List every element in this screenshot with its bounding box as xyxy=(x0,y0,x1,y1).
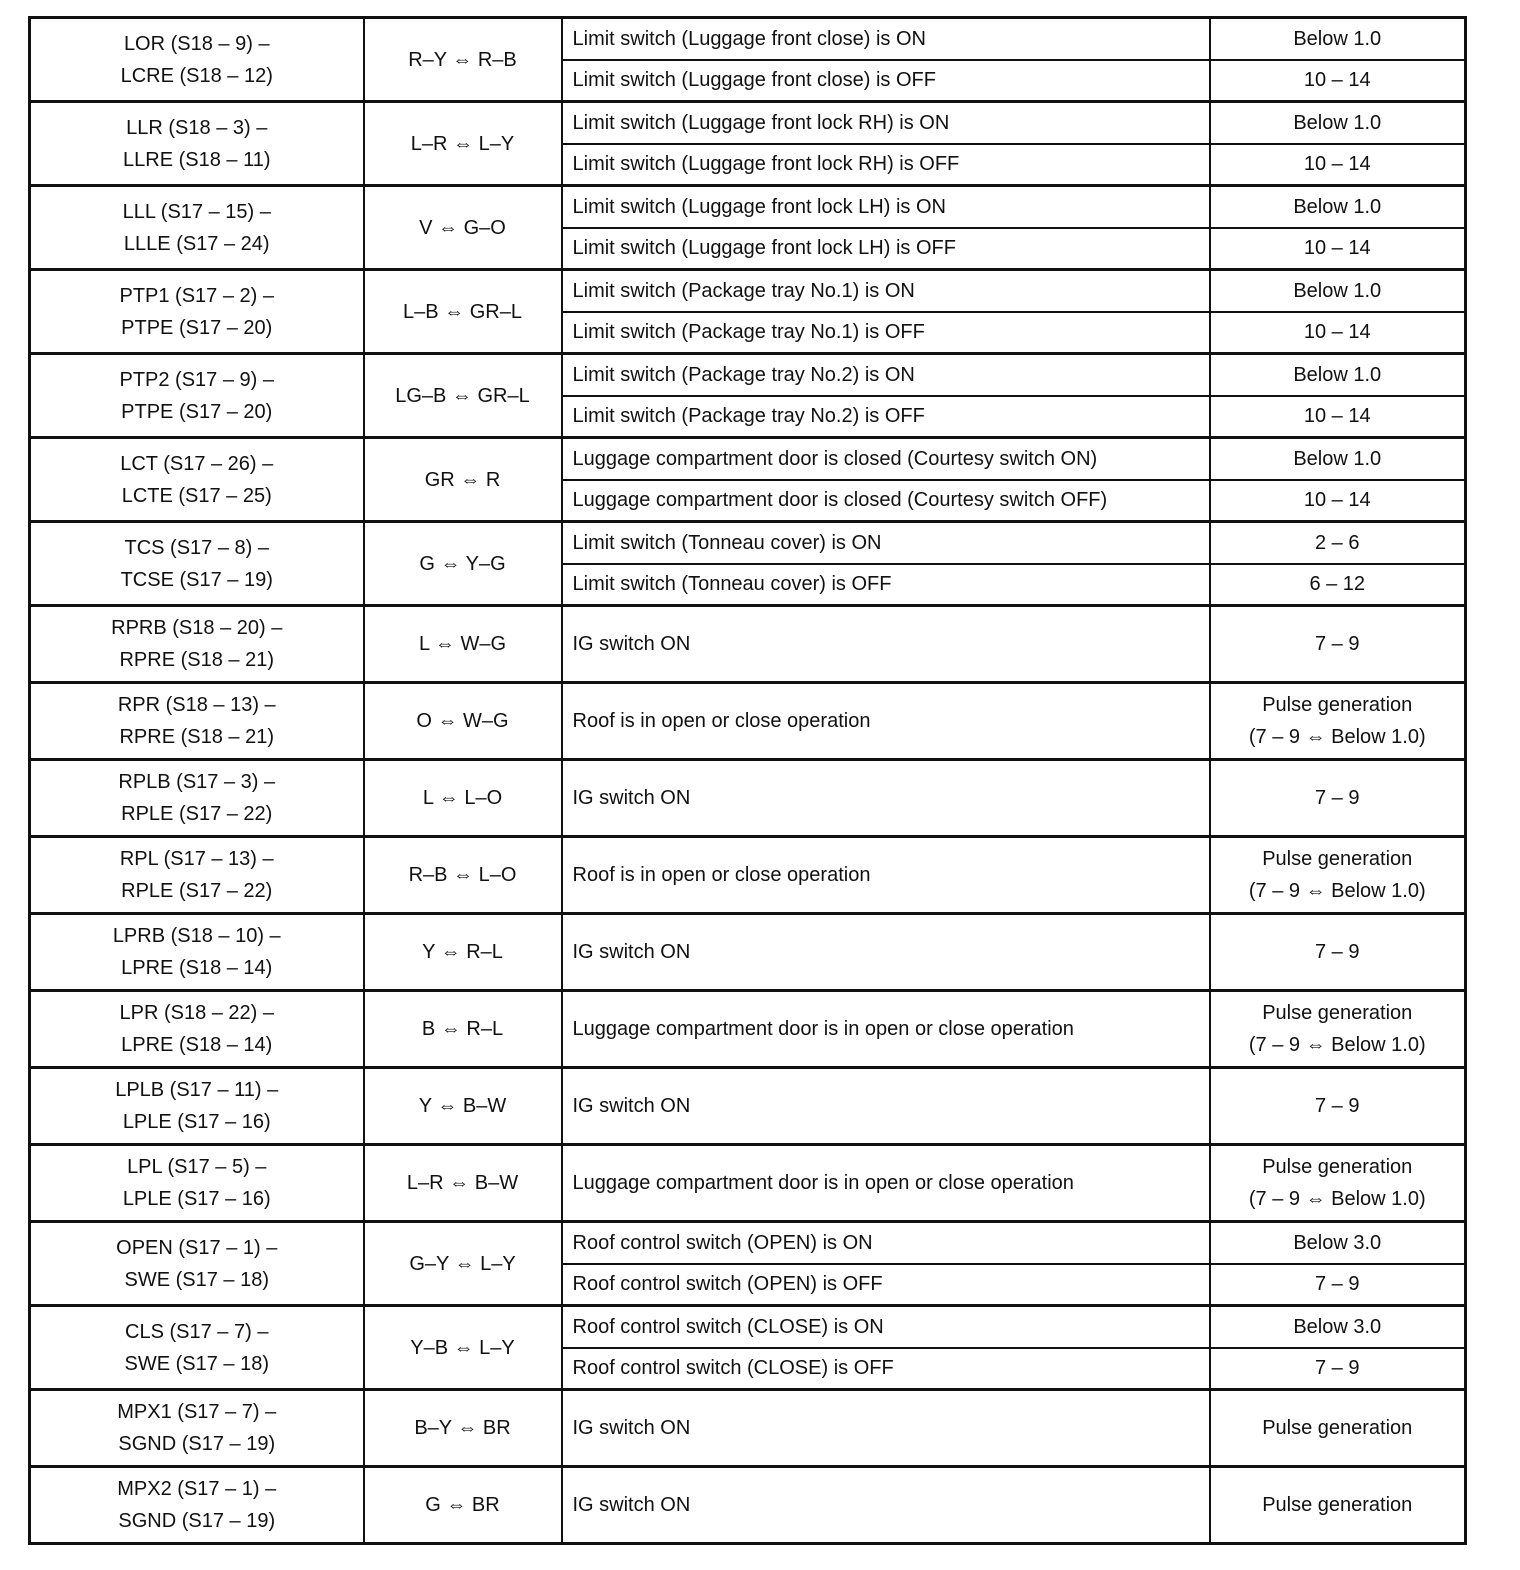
specified-condition-cell xyxy=(1210,396,1466,438)
condition-cell: Limit switch (Luggage front lock LH) is ON xyxy=(562,186,1210,228)
terminal-line: LLLE (S17 – 24) xyxy=(123,232,270,255)
spec-line: 10 – 14 xyxy=(1303,153,1371,176)
terminal-line: LCTE (S17 – 25) xyxy=(121,484,272,507)
spec-line: 7 – 9 xyxy=(1315,1095,1360,1117)
terminal-cell xyxy=(30,102,364,186)
table-row xyxy=(30,760,1466,837)
condition-cell: Limit switch (Luggage front close) is OFF xyxy=(562,60,1210,102)
spec-line: (7 – 9 ⇔ Below 1.0) xyxy=(1248,1188,1426,1210)
condition-cell: Luggage compartment door is in open or close operation xyxy=(562,1145,1210,1222)
condition-cell: IG switch ON xyxy=(562,1390,1210,1467)
terminal-cell xyxy=(30,438,364,522)
terminal-line: PTP1 (S17 – 2) – xyxy=(119,284,275,307)
specified-condition-cell xyxy=(1210,270,1466,312)
specified-condition-cell xyxy=(1210,1348,1466,1390)
table-row xyxy=(30,354,1466,396)
wiring-color-cell: Y ⇔ B–W xyxy=(364,1068,562,1145)
specified-condition-cell xyxy=(1210,1264,1466,1306)
wiring-color-cell: L–R ⇔ L–Y xyxy=(364,102,562,186)
terminal-cell xyxy=(30,606,364,683)
wiring-color-cell: LG–B ⇔ GR–L xyxy=(364,354,562,438)
terminal-group xyxy=(30,1222,1466,1306)
terminal-cell xyxy=(30,186,364,270)
terminal-line: LCRE (S18 – 12) xyxy=(120,64,273,87)
table-row xyxy=(30,606,1466,683)
terminal-line: LPLB (S17 – 11) – xyxy=(115,1079,279,1101)
table-row xyxy=(30,18,1466,60)
terminal-line: RPR (S18 – 13) – xyxy=(117,694,276,716)
terminal-line: TCS (S17 – 8) – xyxy=(124,536,269,559)
wiring-color-cell: R–B ⇔ L–O xyxy=(364,837,562,914)
terminal-line: LPR (S18 – 22) – xyxy=(119,1002,275,1024)
terminal-cell xyxy=(30,354,364,438)
terminal-line: LPL (S17 – 5) – xyxy=(127,1156,267,1178)
terminal-line: LPRE (S18 – 14) xyxy=(121,957,273,979)
wiring-color-cell: B–Y ⇔ BR xyxy=(364,1390,562,1467)
condition-cell: IG switch ON xyxy=(562,914,1210,991)
specified-condition-cell xyxy=(1210,522,1466,564)
spec-line: Below 1.0 xyxy=(1293,27,1382,50)
wiring-color-cell: L–R ⇔ B–W xyxy=(364,1145,562,1222)
specified-condition-cell xyxy=(1210,1222,1466,1264)
spec-line: 7 – 9 xyxy=(1315,941,1360,963)
terminal-cell xyxy=(30,1390,364,1467)
table-row xyxy=(30,1467,1466,1544)
specified-condition-cell xyxy=(1210,354,1466,396)
spec-line: Pulse generation xyxy=(1262,1002,1413,1024)
condition-cell: IG switch ON xyxy=(562,1068,1210,1145)
terminal-line: RPLE (S17 – 22) xyxy=(121,803,273,825)
condition-cell: Roof control switch (OPEN) is OFF xyxy=(562,1264,1210,1306)
spec-line: (7 – 9 ⇔ Below 1.0) xyxy=(1248,880,1426,902)
wiring-color-cell: L ⇔ L–O xyxy=(364,760,562,837)
terminal-line: MPX2 (S17 – 1) – xyxy=(117,1478,277,1500)
terminal-cell xyxy=(30,683,364,760)
terminal-group xyxy=(30,991,1466,1068)
specified-condition-cell xyxy=(1210,18,1466,60)
terminal-line: LOR (S18 – 9) – xyxy=(123,32,270,55)
table-row xyxy=(30,522,1466,564)
wiring-color-cell: Y–B ⇔ L–Y xyxy=(364,1306,562,1390)
table-row xyxy=(30,1306,1466,1348)
condition-cell: Roof control switch (CLOSE) is ON xyxy=(562,1306,1210,1348)
terminal-line: RPL (S17 – 13) – xyxy=(119,848,274,870)
terminal-line: PTPE (S17 – 20) xyxy=(121,400,273,423)
terminal-cell xyxy=(30,522,364,606)
condition-cell: Luggage compartment door is closed (Courtesy switch ON) xyxy=(562,438,1210,480)
table-row xyxy=(30,914,1466,991)
terminal-line: LPLE (S17 – 16) xyxy=(122,1111,271,1133)
spec-line: 10 – 14 xyxy=(1303,69,1371,92)
specified-condition-cell xyxy=(1210,1467,1466,1544)
terminal-line: LLR (S18 – 3) – xyxy=(126,116,268,139)
spec-line: Below 3.0 xyxy=(1293,1315,1382,1338)
wiring-color-cell: L–B ⇔ GR–L xyxy=(364,270,562,354)
condition-cell: Limit switch (Package tray No.1) is OFF xyxy=(562,312,1210,354)
wiring-color-cell: L ⇔ W–G xyxy=(364,606,562,683)
terminal-line: PTP2 (S17 – 9) – xyxy=(119,368,275,391)
terminal-cell xyxy=(30,837,364,914)
terminal-group xyxy=(30,522,1466,606)
condition-cell: Limit switch (Luggage front lock RH) is ON xyxy=(562,102,1210,144)
specified-condition-cell xyxy=(1210,60,1466,102)
condition-cell: Limit switch (Package tray No.1) is ON xyxy=(562,270,1210,312)
condition-cell: Limit switch (Package tray No.2) is OFF xyxy=(562,396,1210,438)
spec-line: Below 1.0 xyxy=(1293,447,1382,470)
specified-condition-cell xyxy=(1210,991,1466,1068)
terminal-cell xyxy=(30,1467,364,1544)
specified-condition-cell xyxy=(1210,1068,1466,1145)
terminal-line: RPLE (S17 – 22) xyxy=(121,880,273,902)
specified-condition-cell xyxy=(1210,606,1466,683)
terminal-group xyxy=(30,354,1466,438)
terminal-group xyxy=(30,186,1466,270)
spec-line: 7 – 9 xyxy=(1315,633,1360,655)
wiring-color-cell: G–Y ⇔ L–Y xyxy=(364,1222,562,1306)
terminal-group xyxy=(30,270,1466,354)
terminal-line: RPRE (S18 – 21) xyxy=(119,726,274,748)
spec-line: 10 – 14 xyxy=(1303,237,1371,260)
terminal-inspection-table xyxy=(28,16,1467,1545)
spec-line: (7 – 9 ⇔ Below 1.0) xyxy=(1248,1034,1426,1056)
terminal-line: RPRE (S18 – 21) xyxy=(119,649,274,671)
specified-condition-cell xyxy=(1210,1306,1466,1348)
condition-cell: Limit switch (Tonneau cover) is OFF xyxy=(562,564,1210,606)
terminal-cell xyxy=(30,914,364,991)
spec-line: Pulse generation xyxy=(1262,1417,1413,1439)
spec-line: Below 1.0 xyxy=(1293,363,1382,386)
table-row xyxy=(30,186,1466,228)
wiring-color-cell: G ⇔ BR xyxy=(364,1467,562,1544)
spec-line: 6 – 12 xyxy=(1309,573,1366,596)
table-row xyxy=(30,270,1466,312)
terminal-line: LLL (S17 – 15) – xyxy=(122,200,271,223)
spec-line: (7 – 9 ⇔ Below 1.0) xyxy=(1248,726,1426,748)
terminal-group xyxy=(30,438,1466,522)
terminal-line: SGND (S17 – 19) xyxy=(118,1433,276,1455)
terminal-group xyxy=(30,102,1466,186)
wiring-color-cell: GR ⇔ R xyxy=(364,438,562,522)
spec-line: Below 1.0 xyxy=(1293,279,1382,302)
spec-line: Pulse generation xyxy=(1262,1156,1413,1178)
terminal-line: SWE (S17 – 18) xyxy=(124,1352,269,1375)
terminal-group xyxy=(30,606,1466,683)
condition-cell: Roof is in open or close operation xyxy=(562,837,1210,914)
condition-cell: Luggage compartment door is in open or close operation xyxy=(562,991,1210,1068)
table-row xyxy=(30,102,1466,144)
terminal-cell xyxy=(30,270,364,354)
specified-condition-cell xyxy=(1210,837,1466,914)
table-row xyxy=(30,991,1466,1068)
wiring-color-cell: O ⇔ W–G xyxy=(364,683,562,760)
terminal-line: LLRE (S18 – 11) xyxy=(123,148,271,171)
terminal-line: PTPE (S17 – 20) xyxy=(121,316,273,339)
spec-line: 2 – 6 xyxy=(1315,531,1360,554)
condition-cell: Luggage compartment door is closed (Courtesy switch OFF) xyxy=(562,480,1210,522)
condition-cell: Roof control switch (CLOSE) is OFF xyxy=(562,1348,1210,1390)
condition-cell: Limit switch (Luggage front close) is ON xyxy=(562,18,1210,60)
terminal-group xyxy=(30,1467,1466,1544)
terminal-group xyxy=(30,1390,1466,1467)
terminal-group xyxy=(30,914,1466,991)
terminal-group xyxy=(30,760,1466,837)
terminal-cell xyxy=(30,18,364,102)
specified-condition-cell xyxy=(1210,312,1466,354)
table-row xyxy=(30,1222,1466,1264)
terminal-cell xyxy=(30,1068,364,1145)
wiring-color-cell: B ⇔ R–L xyxy=(364,991,562,1068)
specified-condition-cell xyxy=(1210,438,1466,480)
spec-line: Pulse generation xyxy=(1262,848,1413,870)
table-row xyxy=(30,837,1466,914)
specified-condition-cell xyxy=(1210,480,1466,522)
terminal-group xyxy=(30,1306,1466,1390)
wiring-color-cell: Y ⇔ R–L xyxy=(364,914,562,991)
spec-line: Below 1.0 xyxy=(1293,111,1382,134)
terminal-cell xyxy=(30,1222,364,1306)
terminal-line: MPX1 (S17 – 7) – xyxy=(117,1401,277,1423)
terminal-group xyxy=(30,1068,1466,1145)
specified-condition-cell xyxy=(1210,186,1466,228)
terminal-group xyxy=(30,683,1466,760)
specified-condition-cell xyxy=(1210,1145,1466,1222)
terminal-group xyxy=(30,1145,1466,1222)
terminal-line: LPRE (S18 – 14) xyxy=(121,1034,273,1056)
table-row xyxy=(30,438,1466,480)
specified-condition-cell xyxy=(1210,683,1466,760)
spec-line: Pulse generation xyxy=(1262,694,1413,716)
terminal-line: RPRB (S18 – 20) – xyxy=(111,617,283,639)
spec-line: 10 – 14 xyxy=(1303,321,1371,344)
spec-line: 7 – 9 xyxy=(1315,787,1360,809)
terminal-cell xyxy=(30,1306,364,1390)
condition-cell: IG switch ON xyxy=(562,760,1210,837)
terminal-line: SWE (S17 – 18) xyxy=(124,1268,269,1291)
terminal-line: SGND (S17 – 19) xyxy=(118,1510,276,1532)
spec-line: Below 3.0 xyxy=(1293,1231,1382,1254)
table-row xyxy=(30,1145,1466,1222)
terminal-cell xyxy=(30,991,364,1068)
specified-condition-cell xyxy=(1210,1390,1466,1467)
wiring-color-cell: R–Y ⇔ R–B xyxy=(364,18,562,102)
terminal-line: TCSE (S17 – 19) xyxy=(120,568,273,591)
specified-condition-cell xyxy=(1210,228,1466,270)
condition-cell: IG switch ON xyxy=(562,1467,1210,1544)
terminal-line: LCT (S17 – 26) – xyxy=(120,452,274,475)
condition-cell: Limit switch (Luggage front lock RH) is OFF xyxy=(562,144,1210,186)
wiring-color-cell: G ⇔ Y–G xyxy=(364,522,562,606)
spec-line: Pulse generation xyxy=(1262,1494,1413,1516)
spec-line: 7 – 9 xyxy=(1315,1357,1360,1380)
terminal-line: OPEN (S17 – 1) – xyxy=(116,1236,278,1259)
wiring-color-cell: V ⇔ G–O xyxy=(364,186,562,270)
terminal-line: LPRB (S18 – 10) – xyxy=(112,925,281,947)
terminal-cell xyxy=(30,1145,364,1222)
terminal-line: RPLB (S17 – 3) – xyxy=(118,771,276,793)
spec-line: 10 – 14 xyxy=(1303,405,1371,428)
specified-condition-cell xyxy=(1210,144,1466,186)
condition-cell: Roof control switch (OPEN) is ON xyxy=(562,1222,1210,1264)
table-row xyxy=(30,683,1466,760)
table-row xyxy=(30,1390,1466,1467)
condition-cell: Limit switch (Package tray No.2) is ON xyxy=(562,354,1210,396)
terminal-group xyxy=(30,837,1466,914)
condition-cell: Limit switch (Luggage front lock LH) is OFF xyxy=(562,228,1210,270)
spec-line: 7 – 9 xyxy=(1315,1273,1360,1296)
terminal-line: CLS (S17 – 7) – xyxy=(125,1320,269,1343)
table-row xyxy=(30,1068,1466,1145)
specified-condition-cell xyxy=(1210,102,1466,144)
condition-cell: Limit switch (Tonneau cover) is ON xyxy=(562,522,1210,564)
spec-line: 10 – 14 xyxy=(1303,489,1371,512)
condition-cell: Roof is in open or close operation xyxy=(562,683,1210,760)
specified-condition-cell xyxy=(1210,564,1466,606)
specified-condition-cell xyxy=(1210,760,1466,837)
condition-cell: IG switch ON xyxy=(562,606,1210,683)
terminal-group xyxy=(30,18,1466,102)
terminal-cell xyxy=(30,760,364,837)
spec-line: Below 1.0 xyxy=(1293,195,1382,218)
specified-condition-cell xyxy=(1210,914,1466,991)
terminal-line: LPLE (S17 – 16) xyxy=(122,1188,271,1210)
